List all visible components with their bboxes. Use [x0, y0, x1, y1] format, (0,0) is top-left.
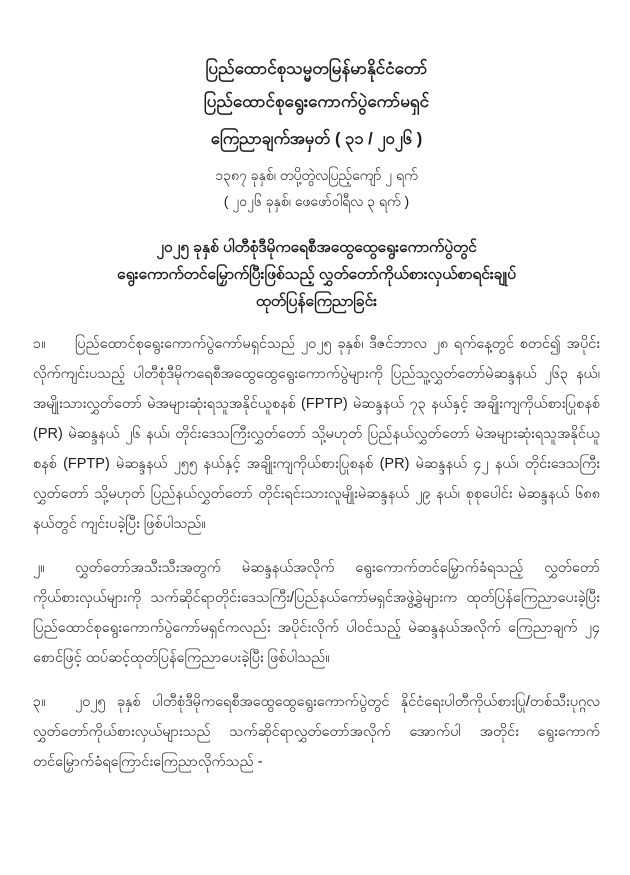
state-title: ပြည်ထောင်စုသမ္မတမြန်မာနိုင်ငံတော်: [205, 59, 428, 78]
subject-heading: [33, 234, 600, 315]
paragraph: [33, 687, 600, 777]
subject-line-1: ၂၀၂၅ ခုနှစ် ပါတီစုံဒီမိုကရေစီအထွေထွေရွေးကောက်ပွဲတွင်: [156, 239, 477, 256]
announcement-number: ကြေညာချက်အမှတ် ( ၃၁ / ၂၀၂၆ ): [210, 130, 423, 148]
myanmar-era-date: ၁၃၈၇ ခုနှစ်၊ တပို့တွဲလပြည့်ကျော် ၂ ရက်: [215, 167, 418, 183]
document-header: [33, 52, 600, 214]
paragraph-text: ၂၀၂၅ ခုနှစ် ပါတီစုံဒီမိုကရေစီအထွေထွေရွေးကောက်ပွဲတွင် နိုင်ငံရေးပါတီကိုယ်စားပြု/တစ်သီးပုဂ္ဂလ လွှတ်တော်ကိုယ်စားလှယ်များသည် သက်ဆိုင်ရာလွှတ်တော်အလိုက် အောက်ပါ အတိုင်း ရွေးကောက်တင်မြှောက်ခံရကြောင်းကြေညာလိုက်သည် -: [33, 694, 600, 770]
paragraph-text: ပြည်ထောင်စုရွေးကောက်ပွဲကော်မရှင်သည် ၂၀၂၅ ခုနှစ်၊ ဒီဇင်ဘာလ ၂၈ ရက်နေ့တွင် စတင်၍ အပိုင်းလိုက်ကျင်းပသည့် ပါတီစုံဒီမိုကရေစီအထွေထွေရွေးကောက်ပွဲများကို ပြည်သူ့လွှတ်တော်မဲဆန္ဒနယ် ၂၆၃ နယ်၊ အမျိုးသားလွှတ်တော် မဲအများဆုံးရသူအနိုင်ယူစနစ် (FPTP) မဲဆန္ဒနယ် ၇၃ နယ်နှင့် အချိုးကျကိုယ်စားပြုစနစ် (PR) မဲဆန္ဒနယ် ၂၆ နယ်၊ တိုင်းဒေသကြီးလွှတ်တော် သို့မဟုတ် ပြည်နယ်လွှတ်တော် မဲအများဆုံးရသူအနိုင်ယူစနစ် (FPTP) မဲဆန္ဒနယ် ၂၅၅ နယ်နှင့် အချိုးကျကိုယ်စားပြုစနစ် (PR) မဲဆန္ဒနယ် ၄၂ နယ်၊ တိုင်းဒေသကြီး လွှတ်တော် သို့မဟုတ် ပြည်နယ်လွှတ်တော် တိုင်းရင်းသားလူမျိုးမဲဆန္ဒနယ် ၂၉ နယ်၊ စုစုပေါင်း မဲဆန္ဒနယ် ၆၈၈ နယ်တွင် ကျင်းပခဲ့ပြီး ဖြစ်ပါသည်။: [33, 336, 600, 532]
paragraph-number: ၂။: [33, 560, 45, 576]
paragraph: [33, 553, 600, 673]
document-body: [33, 329, 600, 777]
paragraph: [33, 329, 600, 539]
subject-line-3: ထုတ်ပြန်ကြေညာခြင်း: [255, 293, 378, 310]
paragraph-number: ၃။: [33, 694, 46, 710]
commission-title: ပြည်ထောင်စုရွေးကောက်ပွဲကော်မရှင်: [203, 92, 430, 111]
date-block: [33, 162, 600, 214]
paragraph-number: ၁။: [33, 336, 46, 352]
subject-line-2: ရွေးကောက်တင်မြှောက်ပြီးဖြစ်သည့် လွှတ်တော်ကိုယ်စားလှယ်စာရင်းချုပ်: [117, 266, 516, 283]
paragraph-text: လွှတ်တော်အသီးသီးအတွက် မဲဆန္ဒနယ်အလိုက် ရွေးကောက်တင်မြှောက်ခံရသည့် လွှတ်တော်ကိုယ်စားလှယ်များကို သက်ဆိုင်ရာတိုင်းဒေသကြီး/ပြည်နယ်ကော်မရှင်အဖွဲ့ခွဲများက ထုတ်ပြန်ကြေညာပေးခဲ့ပြီး ပြည်ထောင်စုရွေးကောက်ပွဲကော်မရှင်ကလည်း အပိုင်းလိုက် ပါဝင်သည့် မဲဆန္ဒနယ်အလိုက် ကြေညာချက် ၂၄ စောင်ဖြင့် ထပ်ဆင့်ထုတ်ပြန်ကြေညာပေးခဲ့ပြီး ဖြစ်ပါသည်။: [33, 560, 600, 666]
gregorian-date: ( ၂၀၂၆ ခုနှစ်၊ ဖေဖော်ဝါရီလ ၃ ရက် ): [223, 193, 410, 209]
